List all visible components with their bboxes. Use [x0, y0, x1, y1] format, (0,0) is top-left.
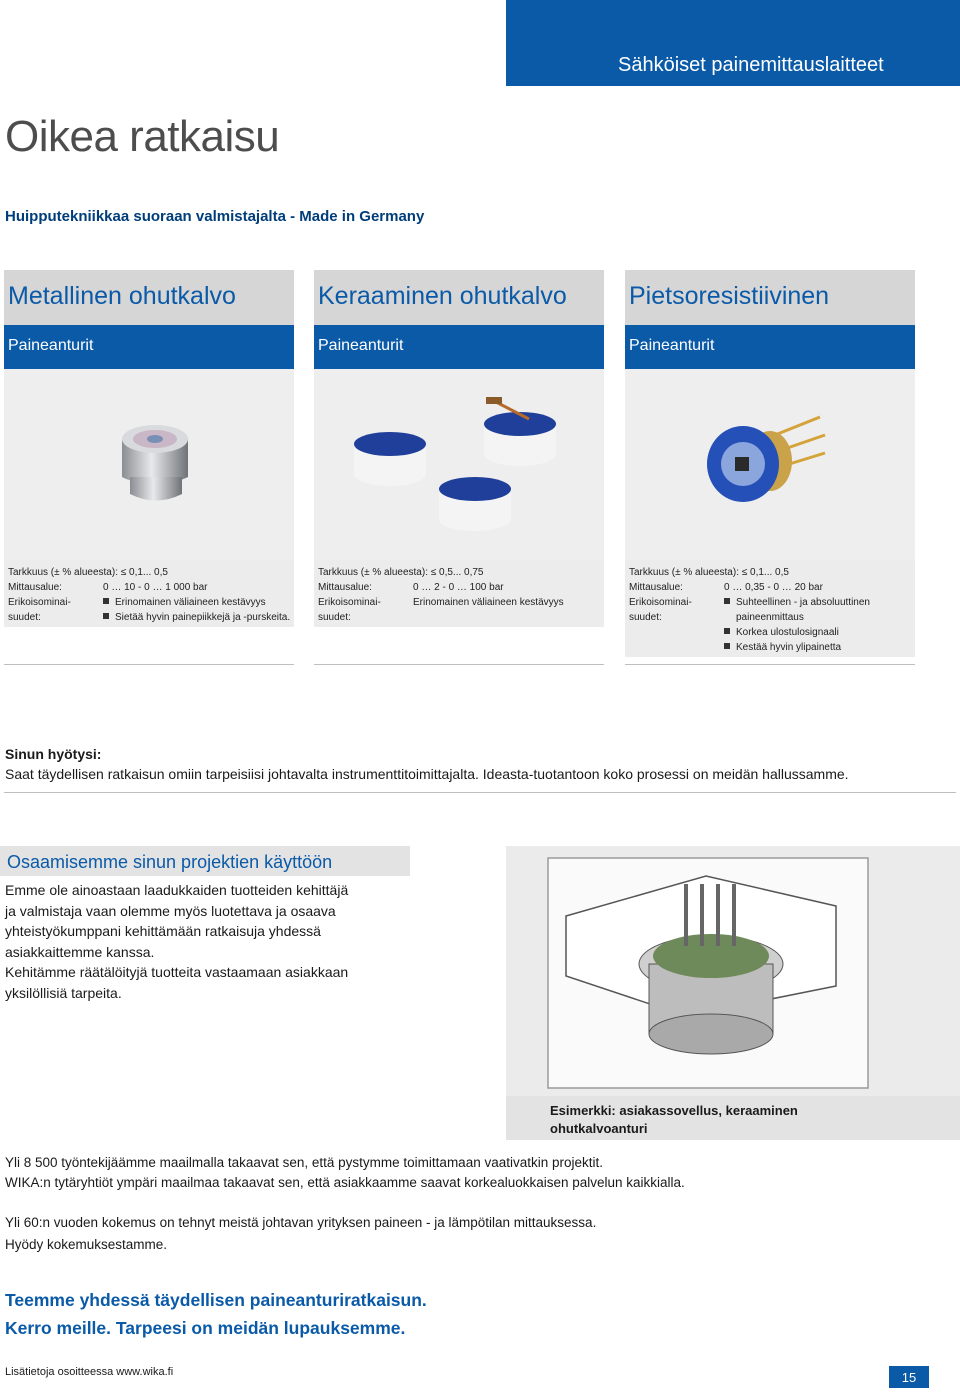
bullet-icon — [103, 598, 109, 604]
figure-caption — [506, 1096, 960, 1140]
spec-box — [625, 560, 915, 657]
product-column-ceramic — [314, 270, 604, 627]
header-banner — [506, 0, 960, 86]
banner-title: Sähköiset painemittauslaitteet — [618, 54, 884, 76]
column-subtitle: Paineanturit — [4, 325, 294, 369]
spec-accuracy: Tarkkuus (± % alueesta): ≤ 0,1... 0,5 — [8, 567, 168, 578]
call-to-action: Teemme yhdessä täydellisen paineanturiratkaisun. — [5, 1290, 427, 1310]
spec-box — [314, 560, 604, 627]
features-label: suudet: — [318, 612, 351, 623]
spec-value: 0 … 2 - 0 … 100 bar — [413, 582, 504, 593]
section-line: Emme ole ainoastaan laadukkaiden tuotteiden kehittäjä — [5, 882, 349, 898]
caption-line: ohutkalvoanturi — [550, 1121, 648, 1136]
application-illustration — [506, 846, 960, 1096]
divider — [4, 792, 956, 793]
benefit-heading: Sinun hyötysi: — [5, 746, 102, 762]
paragraph: WIKA:n tytäryhtiöt ympäri maailmaa takaavat sen, että asiakkaamme saavat korkealuokkaisen palvelun kaikkialla. — [5, 1175, 685, 1190]
caption-line: Esimerkki: asiakassovellus, keraaminen — [550, 1103, 798, 1118]
benefit-text: Saat täydellisen ratkaisun omiin tarpeisiisi johtavalta instrumenttitoimittajalta. Ideasta-tuotantoon koko prosessi on meidän hallussamme. — [5, 766, 849, 782]
bullet-icon — [724, 598, 730, 604]
section-heading: Osaamisemme sinun projektien käyttöön — [0, 846, 410, 876]
spec-value: 0 … 0,35 - 0 … 20 bar — [724, 582, 823, 593]
product-column-piezo — [625, 270, 915, 657]
bullet-icon — [103, 613, 109, 619]
product-image-ceramic-sensor — [314, 369, 604, 560]
feature-item: Kestää hyvin ylipainetta — [736, 642, 842, 653]
feature-item: Sietää hyvin painepiikkejä ja -purskeita. — [115, 612, 291, 623]
footer-text: Lisätietoja osoitteessa www.wika.fi — [5, 1366, 174, 1378]
page-subtitle: Huipputekniikkaa suoraan valmistajalta - Made in Germany — [5, 208, 425, 225]
product-image-piezo-sensor — [625, 369, 915, 560]
divider — [4, 664, 294, 665]
features-label: Erikoisominai- — [318, 597, 381, 608]
feature-item: Erinomainen väliaineen kestävyys — [115, 597, 266, 608]
bullet-icon — [724, 628, 730, 634]
section-line: ja valmistaja vaan olemme myös luotettava ja osaava — [5, 902, 336, 919]
paragraph: Hyödy kokemuksestamme. — [5, 1237, 168, 1252]
spec-accuracy: Tarkkuus (± % alueesta): ≤ 0,5... 0,75 — [318, 567, 484, 578]
feature-item: Erinomainen väliaineen kestävyys — [413, 597, 564, 608]
divider — [625, 664, 915, 665]
section-line: asiakkaittemme kanssa. — [5, 943, 155, 960]
section-line: yksilöllisiä tarpeita. — [5, 984, 122, 1001]
features-label: Erikoisominai- — [8, 597, 71, 608]
product-image-metal-sensor — [4, 369, 294, 560]
column-subtitle: Paineanturit — [625, 325, 915, 369]
spec-label: Mittausalue: — [318, 582, 372, 593]
spec-label: Mittausalue: — [629, 582, 683, 593]
spec-value: 0 … 10 - 0 … 1 000 bar — [103, 582, 208, 593]
paragraph: Yli 8 500 työntekijäämme maailmalla takaavat sen, että pystymme toimittamaan vaativatkin projektit. — [5, 1155, 604, 1170]
features-label: suudet: — [629, 612, 662, 623]
bullet-icon — [724, 643, 730, 649]
feature-item: Suhteellinen - ja absoluuttinen — [736, 597, 870, 608]
page-title: Oikea ratkaisu — [5, 112, 280, 161]
section-line: Kehitämme räätälöityjä tuotteita vastaamaan asiakkaan — [5, 964, 349, 980]
page-number: 15 — [889, 1366, 929, 1388]
features-label: Erikoisominai- — [629, 597, 692, 608]
features-label: suudet: — [8, 612, 41, 623]
feature-item: paineenmittaus — [736, 612, 804, 623]
section-body — [5, 880, 405, 1003]
spec-label: Mittausalue: — [8, 582, 62, 593]
product-column-metal — [4, 270, 294, 627]
column-subtitle: Paineanturit — [314, 325, 604, 369]
section-line: yhteistyökumppani kehittämään ratkaisuja yhdessä — [5, 923, 321, 939]
column-title: Metallinen ohutkalvo — [4, 270, 294, 325]
feature-item: Korkea ulostulosignaali — [736, 627, 839, 638]
spec-accuracy: Tarkkuus (± % alueesta): ≤ 0,1... 0,5 — [629, 567, 789, 578]
column-title: Keraaminen ohutkalvo — [314, 270, 604, 325]
column-title: Pietsoresistiivinen — [625, 270, 915, 325]
spec-box — [4, 560, 294, 627]
call-to-action: Kerro meille. Tarpeesi on meidän lupauksemme. — [5, 1318, 406, 1338]
divider — [314, 664, 604, 665]
paragraph: Yli 60:n vuoden kokemus on tehnyt meistä johtavan yrityksen paineen - ja lämpötilan mittauksessa. — [5, 1215, 597, 1230]
